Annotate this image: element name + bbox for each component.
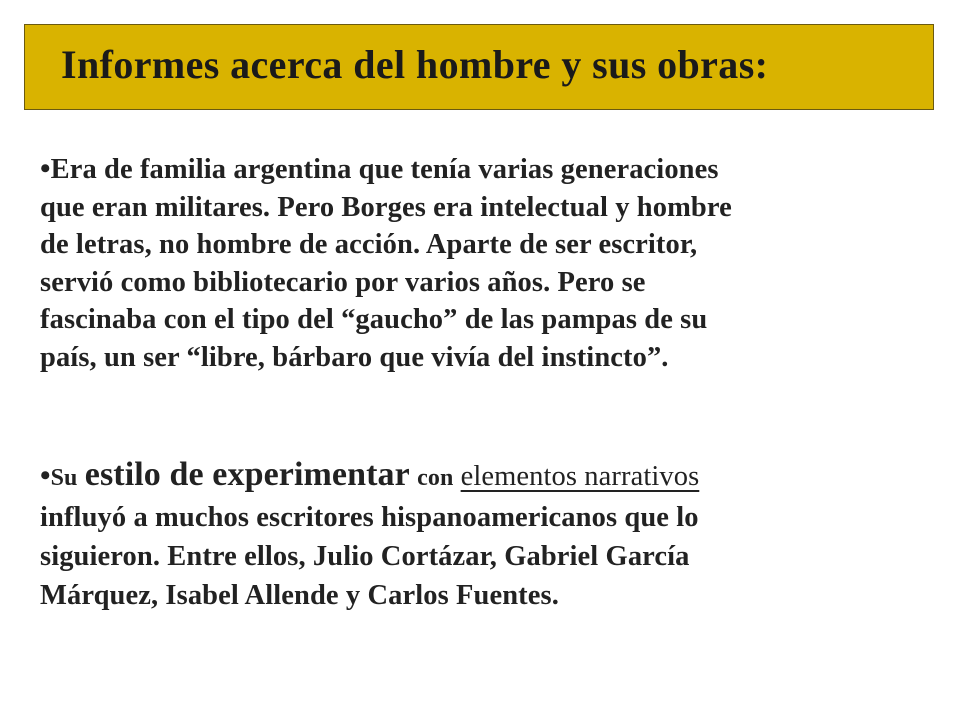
bullet-paragraph-2 [40,455,920,615]
bullet-2-line: siguieron. Entre ellos, Julio Cortázar, Gabriel García [40,541,690,572]
bullet-1-line: que eran militares. Pero Borges era intelectual y hombre [40,191,732,223]
bullet-dot: • [40,152,51,185]
bullet-paragraph-1 [40,150,920,376]
narrativos-text: elementos narrativos [460,461,700,492]
con-text: con [417,465,454,491]
bullet-1-line [40,150,920,189]
bullet-1-line: fascinaba con el tipo del “gaucho” de las pampas de su [40,304,708,335]
bullet-1-line-text: Era de familia argentina que tenía varias generaciones [50,154,719,185]
estilo-text: estilo de experimentar [84,456,410,493]
bullet-2-line: Márquez, Isabel Allende y Carlos Fuentes. [40,580,559,611]
bullet-dot: • [40,459,51,492]
bullet-2-line [40,455,920,498]
su-text: Su [50,465,78,491]
bullet-1-line: servió como bibliotecario por varios años. Pero se [40,266,646,298]
bullet-1-line: país, un ser “libre, bárbaro que vivía del instincto”. [40,341,669,373]
slide-title: Informes acerca del hombre y sus obras: [61,42,769,87]
bullet-1-line: de letras, no hombre de acción. Aparte de ser escritor, [40,229,698,260]
title-banner [24,24,934,110]
bullet-2-line: influyó a muchos escritores hispanoamericanos que lo [40,502,699,533]
